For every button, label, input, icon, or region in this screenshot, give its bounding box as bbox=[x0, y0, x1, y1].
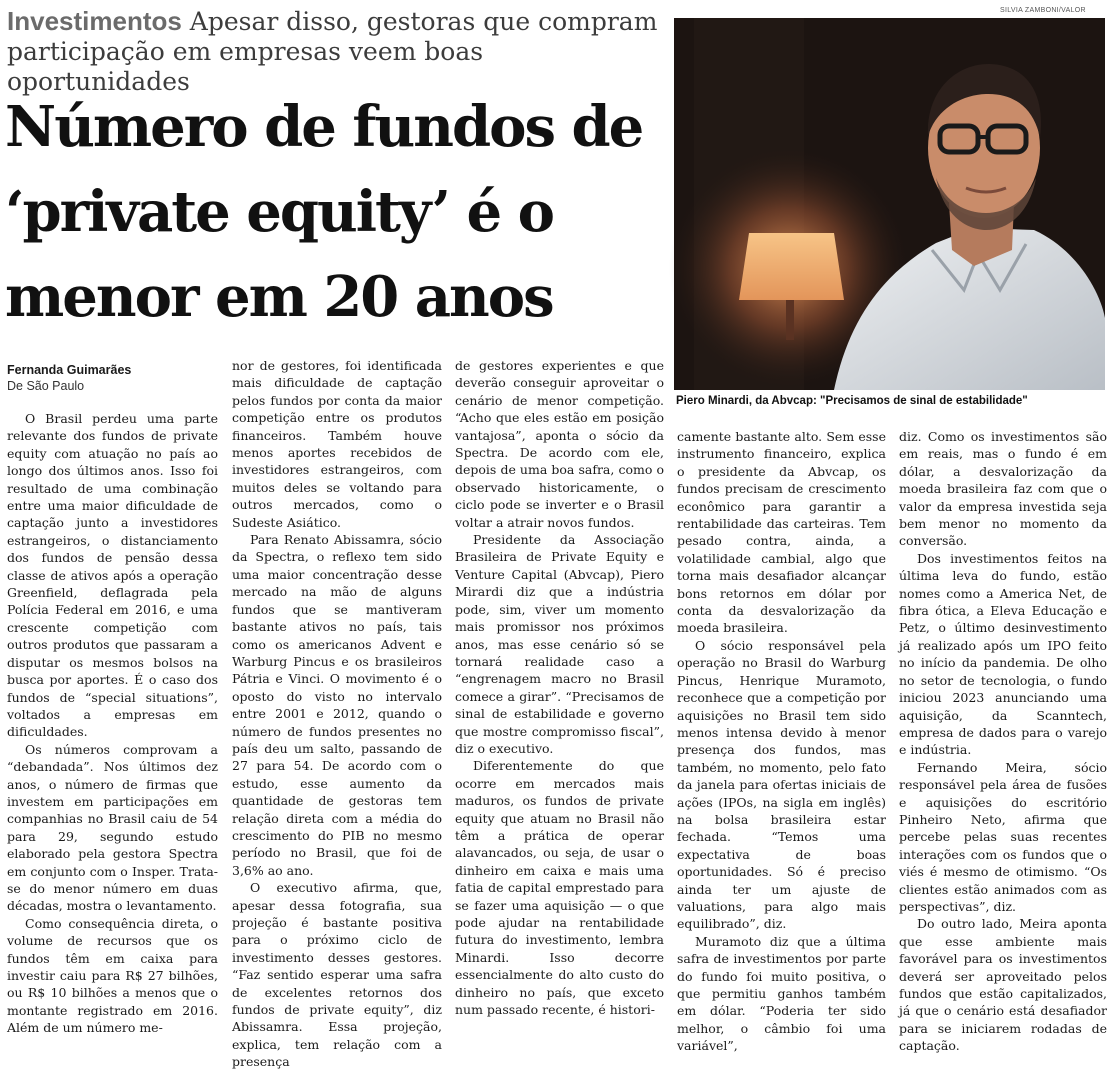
paragraph: O sócio responsável pela operação no Brasil do Warburg Pincus, Henrique Muramoto, reconhece que a competição por aquisições no Brasil tem sido menos intensa devido à menor presença dos fundos, mas também, no momento, pelo fato da janela para ofertas iniciais de ações (IPOs, na sigla em inglês) na bolsa brasileira estar fechada. “Temos uma expectativa de boas oportunidades. Só é preciso ainda ter um ajuste de valuations, para algo mais equilibrado”, diz. bbox=[677, 637, 886, 932]
paragraph: Diferentemente do que ocorre em mercados mais maduros, os fundos de private equity que atuam no Brasil não têm a prática de operar alavancados, ou seja, de usar o dinheiro em caixa e mais uma fatia de capital emprestado para se fazer uma aquisição — o que pode ajudar na rentabilidade futura do investimento, lembra Minardi. Isso decorre essencialmente do alto custo do dinheiro no país, que exceto num passado recente, é histori- bbox=[455, 758, 664, 1018]
paragraph: O Brasil perdeu uma parte relevante dos fundos de private equity com atuação no país ao longo dos últimos anos. Isso foi resultado de uma combinação entre uma maior dificuldade de captação junto a investidores estrangeiros, o distanciamento dos fundos de pensão dessa classe de ativos após a operação Greenfield, deflagrada pela Polícia Federal em 2016, e uma crescente competição com outros produtos que passaram a disputar os mesmos bolsos na busca por aportes. É o caso dos fundos de “special situations”, voltados a empresas em dificuldades. bbox=[7, 411, 218, 740]
author-name: Fernanda Guimarães bbox=[7, 363, 132, 377]
paragraph: O executivo afirma, que, apesar dessa fotografia, sua projeção é bastante positiva para o próximo ciclo de investimento desses gestores. “Faz sentido esperar uma safra de excelentes retornos dos fundos de private equity”, diz Abissamra. Essa projeção, explica, tem relação com a presença bbox=[232, 880, 442, 1070]
byline bbox=[7, 362, 131, 394]
portrait-illustration bbox=[674, 18, 1105, 390]
paragraph: Os números comprovam a “debandada”. Nos últimos dez anos, o número de firmas que investem em participações em companhias no Brasil caiu de 54 para 29, segundo estudo elaborado pela gestora Spectra em conjunto com o Insper. Trata-se do menor número em duas décadas, mostra o levantamento. bbox=[7, 741, 218, 914]
paragraph: Dos investimentos feitos na última leva do fundo, estão nomes como a America Net, de fibra ótica, a Eleva Educação e Petz, o último desinvestimento já realizado após um IPO feito no início da pandemia. De olho no setor de tecnologia, o fundo iniciou 2023 anunciando uma aquisição, da Scanntech, empresa de dados para o varejo e indústria. bbox=[899, 550, 1107, 758]
paragraph: de gestores experientes e que deverão conseguir aproveitar o cenário de menor competição. “Acho que eles estão em posição vantajosa”, aponta o sócio da Spectra. De acordo com ele, depois de uma boa safra, como o observado historicamente, o ciclo pode se inverter e o Brasil voltar a atrair novos fundos. bbox=[455, 358, 664, 530]
paragraph: Presidente da Associação Brasileira de Private Equity e Venture Capital (Abvcap), Piero Mirardi diz que a indústria pode, sim, viver um momento mais promissor nos próximos anos, mas esse cenário só se tornará realidade caso a “engrenagem macro no Brasil comece a girar”. “Precisamos de sinal de estabilidade e governo que mostre compromisso fiscal”, diz o executivo. bbox=[455, 532, 664, 756]
section-kicker: Investimentos bbox=[7, 6, 182, 36]
paragraph: Fernando Meira, sócio responsável pela área de fusões e aquisições do escritório Pinheiro Neto, afirma que percebe pelas suas recentes interações com os fundos que o viés é mesmo de otimismo. “Os clientes estão animados com as perspectivas”, diz. bbox=[899, 759, 1107, 914]
paragraph: camente bastante alto. Sem esse instrumento financeiro, explica o presidente da Abvcap, os fundos precisam de crescimento econômico para garantir a rentabilidade das carteiras. Tem pesado contra, ainda, a volatilidade cambial, algo que torna mais desafiador alcançar bons retornos em dólar por conta da desvalorização da moeda brasileira. bbox=[677, 429, 886, 636]
portrait-photo bbox=[674, 18, 1105, 390]
paragraph: Como consequência direta, o volume de recursos que os fundos têm em caixa para investir caiu para R$ 27 bilhões, ou R$ 10 bilhões a menos que o montante registrado em 2016. Além de um número me- bbox=[7, 915, 218, 1036]
deck: Apesar disso, gestoras que compram participação em empresas veem boas oportunidades bbox=[7, 7, 658, 96]
paragraph: Do outro lado, Meira aponta que esse ambiente mais favorável para os investimentos deverá ser aproveitado pelos fundos que estão capitalizados, já que o cenário está desafiador para se iniciarem rodadas de captação. bbox=[899, 916, 1107, 1054]
paragraph: diz. Como os investimentos são em reais, mas o fundo é em dólar, a desvalorização da moeda brasileira faz com que o valor da empresa investida seja bem menor no momento da conversão. bbox=[899, 429, 1107, 549]
photo-credit: SILVIA ZAMBONI/VALOR bbox=[1000, 7, 1086, 14]
paragraph: Muramoto diz que a última safra de investimentos por parte do fundo foi muito positiva, o que permitiu ganhos também em dólar. “Poderia ter sido melhor, o câmbio foi uma variável”, bbox=[677, 933, 886, 1054]
article-column-3 bbox=[455, 357, 664, 1018]
lamp-shade bbox=[739, 233, 844, 300]
kicker-deck bbox=[7, 6, 667, 97]
headline: Número de fundos de ‘private equity’ é o menor em 20 anos bbox=[5, 94, 643, 330]
author-location: De São Paulo bbox=[7, 379, 85, 393]
article-column-2 bbox=[232, 357, 442, 1070]
article-column-5 bbox=[899, 428, 1107, 1054]
article-column-4 bbox=[677, 428, 886, 1054]
paragraph: nor de gestores, foi identificada mais dificuldade de captação pelos fundos por conta da maior competição entre os produtos financeiros. Também houve menos aportes recebidos de investidores estrangeiros, com muitos deles se voltando para outros mercados, como o Sudeste Asiático. bbox=[232, 358, 442, 530]
paragraph: Para Renato Abissamra, sócio da Spectra, o reflexo tem sido uma maior concentração desse mercado na mão de alguns fundos que se mantiveram bastante ativos no país, tais como os americanos Advent e Warburg Pincus e os brasileiros Pátria e Vinci. O movimento é o oposto do visto no intervalo entre 2001 e 2012, quando o número de fundos presentes no país deu um salto, passando de 27 para 54. De acordo com o estudo, esse aumento da quantidade de gestoras tem relação direta com a média do crescimento do PIB no mesmo período no Brasil, que foi de 3,6% ao ano. bbox=[232, 532, 442, 878]
photo-caption: Piero Minardi, da Abvcap: "Precisamos de sinal de estabilidade" bbox=[676, 395, 1028, 407]
article-column-1 bbox=[7, 410, 218, 1036]
